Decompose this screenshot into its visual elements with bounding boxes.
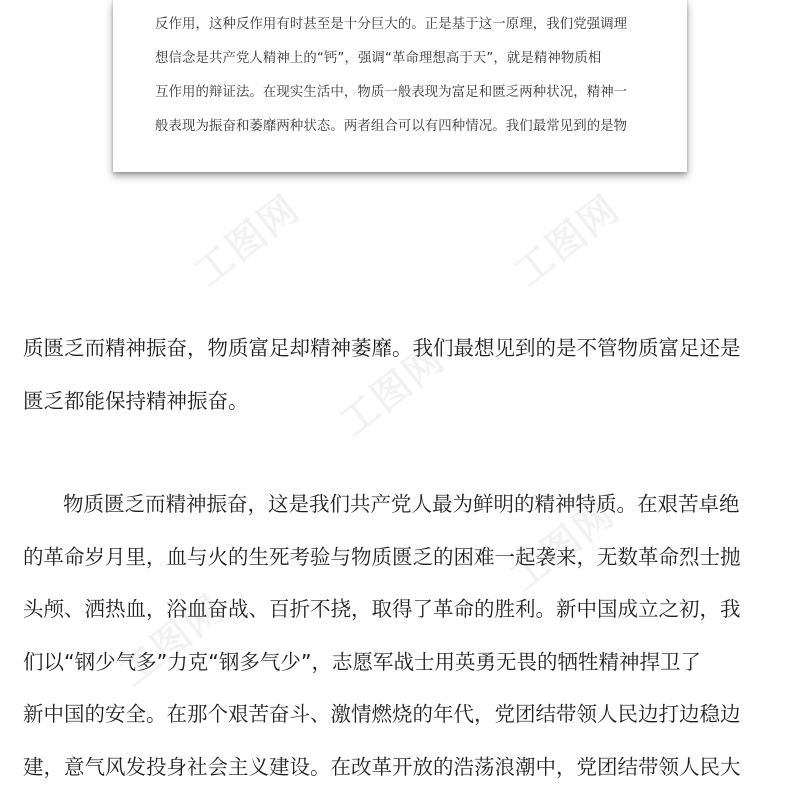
watermark-logo: 工图网 bbox=[111, 585, 233, 695]
card-line: 般表现为振奋和萎靡两种状态。两者组合可以有四种情况。我们最常见到的是物 bbox=[155, 119, 628, 134]
watermark-logo: 工图网 bbox=[186, 185, 308, 295]
article-body bbox=[23, 322, 783, 793]
watermark-logo: 工图网 bbox=[331, 335, 453, 445]
excerpt-card-text bbox=[155, 8, 655, 144]
paragraph-line: 建，意气风发投身社会主义建设。在改革开放的浩荡浪潮中，党团结带领人民大 bbox=[23, 754, 741, 779]
paragraph-line: 新中国的安全。在那个艰苦奋斗、激情燃烧的年代，党团结带领人民边打边稳边 bbox=[23, 702, 741, 726]
paragraph-line: 匮乏都能保持精神振奋。 bbox=[23, 388, 249, 413]
paragraph-line: 质匮乏而精神振奋，物质富足却精神萎靡。我们最想见到的是不管物质富足还是 bbox=[23, 336, 741, 360]
paragraph-line: 们以“钢少气多”力克“钢多气少”，志愿军战士用英勇无畏的牺牲精神捍卫了 bbox=[23, 649, 701, 674]
paragraph-line: 的革命岁月里，血与火的生死考验与物质匮乏的困难一起袭来，无数革命烈士抛 bbox=[23, 544, 741, 569]
watermark-logo: 工图网 bbox=[501, 490, 623, 600]
watermark-logo: 工图网 bbox=[506, 185, 628, 295]
card-line: 反作用，这种反作用有时甚至是十分巨大的。正是基于这一原理，我们党强调理 bbox=[155, 17, 628, 32]
paragraph-line: 头颅、洒热血，浴血奋战、百折不挠，取得了革命的胜利。新中国成立之初，我 bbox=[23, 597, 741, 621]
card-line: 想信念是共产党人精神上的“钙”，强调“革命理想高于天”，就是精神物质相 bbox=[155, 51, 602, 66]
paragraph-line: 物质匮乏而精神振奋，这是我们共产党人最为鲜明的精神特质。在艰苦卓绝 bbox=[63, 492, 740, 516]
card-line: 互作用的辩证法。在现实生活中，物质一般表现为富足和匮乏两种状况，精神一 bbox=[155, 85, 628, 100]
excerpt-card bbox=[113, 0, 687, 172]
